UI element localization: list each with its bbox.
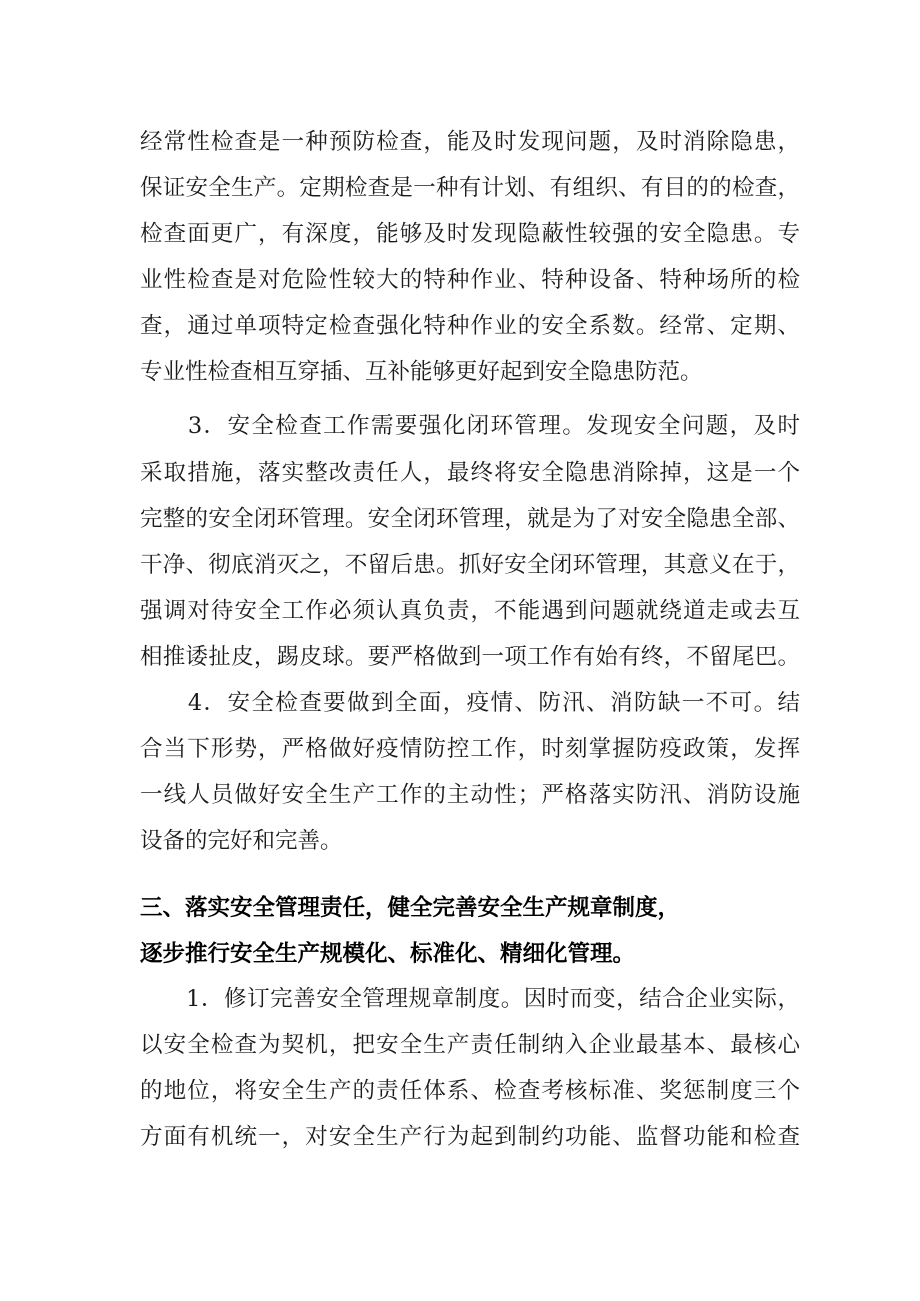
body-text-line: 检查面更广，有深度，能够及时发现隐蔽性较强的安全隐患。专 <box>140 221 800 247</box>
body-text-line: 完整的安全闭环管理。安全闭环管理，就是为了对安全隐患全部、 <box>140 506 800 532</box>
body-text-line: 方面有机统一，对安全生产行为起到制约功能、监督功能和检查 <box>140 1124 800 1150</box>
body-text-line: 业性检查是对危险性较大的特种作业、特种设备、特种场所的检 <box>140 267 800 293</box>
section-heading: 逐步推行安全生产规模化、标准化、精细化管理。 <box>140 941 636 967</box>
paragraph-3-line: 3．安全检查工作需要强化闭环管理。发现安全问题，及时 <box>140 413 800 439</box>
body-text-line: 专业性检查相互穿插、互补能够更好起到安全隐患防范。 <box>140 359 703 385</box>
paragraph-1-line: 1．修订完善安全管理规章制度。因时而变，结合企业实际， <box>140 986 800 1012</box>
body-text-line: 强调对待安全工作必须认真负责，不能遇到问题就绕道走或去互 <box>140 598 800 624</box>
body-text-line: 相推诿扯皮，踢皮球。要严格做到一项工作有始有终，不留尾巴。 <box>140 644 800 670</box>
body-text-line: 合当下形势，严格做好疫情防控工作，时刻掌握防疫政策，发挥 <box>140 736 800 762</box>
body-text-line: 一线人员做好安全生产工作的主动性；严格落实防汛、消防设施 <box>140 782 800 808</box>
body-text-line: 干净、彻底消灭之，不留后患。抓好安全闭环管理，其意义在于， <box>140 552 800 578</box>
body-text-line: 经常性检查是一种预防检查，能及时发现问题，及时消除隐患， <box>140 129 800 155</box>
body-text-line: 采取措施，落实整改责任人，最终将安全隐患消除掉，这是一个 <box>140 460 800 486</box>
paragraph-4-line: 4．安全检查要做到全面，疫情、防汛、消防缺一不可。结 <box>140 690 800 716</box>
body-text-line: 以安全检查为契机，把安全生产责任制纳入企业最基本、最核心 <box>140 1032 800 1058</box>
body-text-line: 的地位，将安全生产的责任体系、检查考核标准、奖惩制度三个 <box>140 1078 800 1104</box>
section-heading: 三、落实安全管理责任，健全完善安全生产规章制度， <box>140 895 681 921</box>
body-text-line: 保证安全生产。定期检查是一种有计划、有组织、有目的的检查， <box>140 175 800 201</box>
body-text-line: 查，通过单项特定检查强化特种作业的安全系数。经常、定期、 <box>140 313 800 339</box>
body-text-line: 设备的完好和完善。 <box>140 828 343 854</box>
